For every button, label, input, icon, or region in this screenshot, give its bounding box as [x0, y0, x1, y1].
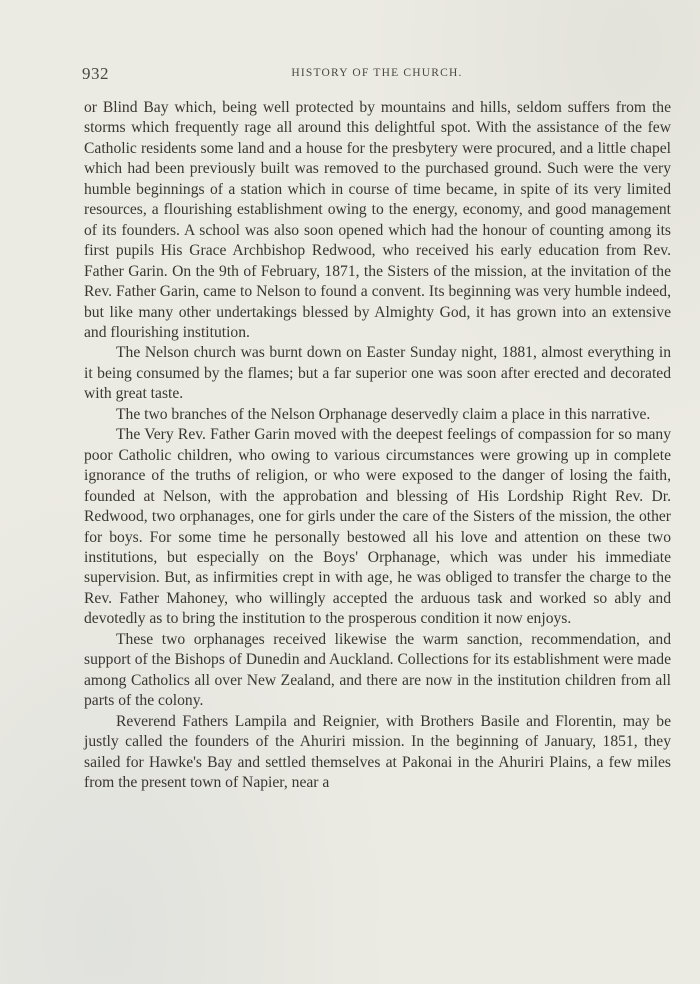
- page-number: 932: [82, 64, 109, 83]
- paragraph: Reverend Fathers Lampila and Reignier, with Brothers Basile and Florentin, may be justly called the founders of the Ahuriri mission. In the beginning of January, 1851, they sailed for Hawke's Bay and settled themselves at Pakonai in the Ahuriri Plains, a few miles from the present town of Napier, near a: [84, 712, 671, 791]
- paragraph: The Nelson church was burnt down on Easter Sunday night, 1881, almost everything in it being consumed by the flames; but a far superior one was soon after erected and decorated with great taste.: [84, 344, 671, 403]
- running-head: [82, 64, 672, 86]
- running-title: HISTORY OF THE CHURCH.: [291, 67, 463, 79]
- paragraph-continued: or Blind Bay which, being well protected by mountains and hills, seldom suffers from the storms which frequently rage all around this delightful spot. With the assistance of the few Catholic residents some land and a house for the presbytery were procured, and a little chapel which had been previously built was removed to the purchased ground. Such were the very humble beginnings of a station which in course of time became, in spite of its very limited resources, a flourishing establishment owing to the energy, economy, and good management of its founders. A school was also soon opened which had the honour of counting among its first pupils His Grace Archbishop Redwood, who received his early education from Rev. Father Garin. On the 9th of February, 1871, the Sisters of the mission, at the invitation of the Rev. Father Garin, came to Nelson to found a convent. Its beginning was very humble indeed, but like many other undertakings blessed by Almighty God, it has grown into an extensive and flourishing institution.: [84, 99, 671, 341]
- paragraph: The two branches of the Nelson Orphanage deservedly claim a place in this narrative.: [116, 405, 651, 423]
- paragraph: These two orphanages received likewise the warm sanction, recommendation, and support of the Bishops of Dunedin and Auckland. Collections for its establishment were made among Catholics all over New Zealand, and there are now in the institution children from all parts of the colony.: [84, 630, 671, 710]
- paragraph: The Very Rev. Father Garin moved with the deepest feelings of compassion for so many poor Catholic children, who owing to various circumstances were growing up in complete ignorance of the truths of religion, or who were exposed to the danger of losing the faith, founded at Nelson, with the approbation and blessing of His Lordship Right Rev. Dr. Redwood, two orphanages, one for girls under the care of the Sisters of the mission, the other for boys. For some time he personally bestowed all his love and attention on these two institutions, but especially on the Boys' Orphanage, which was under his immediate supervision. But, as infirmities crept in with age, he was obliged to transfer the charge to the Rev. Father Mahoney, who willingly accepted the arduous task and worked so ably and devotedly as to bring the institution to the prosperous condition it now enjoys.: [84, 426, 671, 628]
- body-text: [84, 98, 671, 793]
